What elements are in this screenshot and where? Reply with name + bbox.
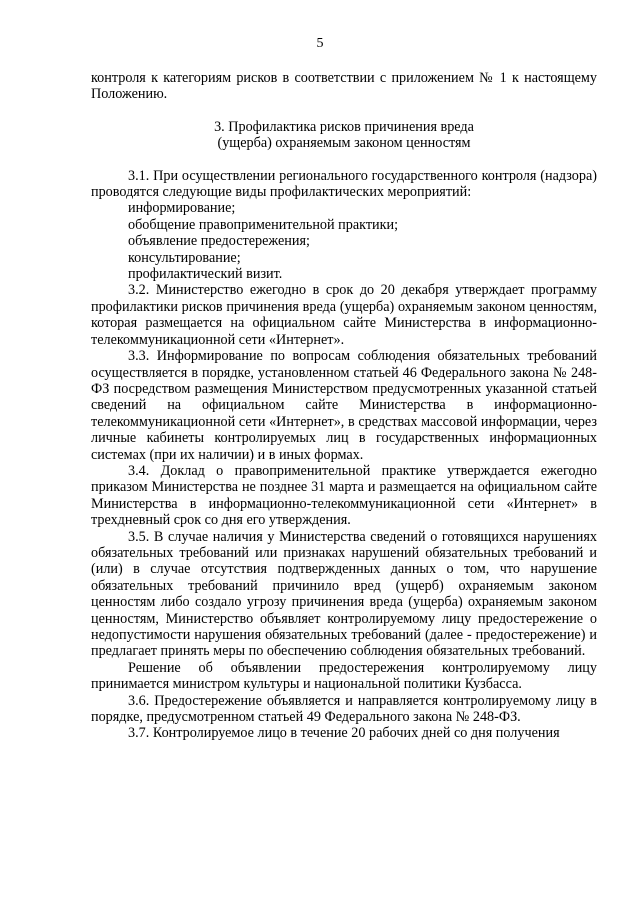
paragraph-3-2: 3.2. Министерство ежегодно в срок до 20 декабря утверждает программу профилактики рисков причинения вреда (ущерба) охраняемым законом ценностям, которая размещается на официальном сайте Министерства в информационно-телекоммуникационной сети «Интернет». — [91, 282, 597, 348]
document-body — [91, 70, 597, 742]
paragraph-3-6: 3.6. Предостережение объявляется и направляется контролируемому лицу в порядке, предусмотренном статьей 49 Федерального закона № 248-ФЗ. — [91, 692, 597, 726]
page-number: 5 — [316, 36, 324, 51]
paragraph-3-1: 3.1. При осуществлении регионального государственного контроля (надзора) проводятся следующие виды профилактических мероприятий: — [91, 167, 597, 201]
section-heading — [91, 119, 597, 152]
paragraph-3-5: 3.5. В случае наличия у Министерства сведений о готовящихся нарушениях обязательных требований или признаках нарушений обязательных требований и (или) в случае отсутствия подтвержденных данных о том, что нарушение обязательных требований причинило вред (ущерб) охраняемым законом ценностям либо создало угрозу причинения вреда (ущерба) охраняемым законом ценностям, Министерство объявляет контролируемому лицу предостережение о недопустимости нарушения обязательных требований (далее - предостережение) и предлагает принять меры по обеспечению соблюдения обязательных требований. — [91, 528, 597, 660]
paragraph-3-3: 3.3. Информирование по вопросам соблюдения обязательных требований осуществляется в порядке, установленном статьей 46 Федерального закона № 248-ФЗ посредством размещения Министерством предусмотренных указанной статьей сведений на официальном сайте Министерства в информационно-телекоммуникационной сети «Интернет», в средствах массовой информации, через личные кабинеты контролируемых лиц в государственных информационных системах (при их наличии) и в иных формах. — [91, 348, 597, 463]
paragraph-3-4: 3.4. Доклад о правоприменительной практике утверждается ежегодно приказом Министерства не позднее 31 марта и размещается на официальном сайте Министерства в информационно-телекоммуникационной сети «Интернет» в трехдневный срок со дня его утверждения. — [91, 462, 597, 529]
intro-paragraph: контроля к категориям рисков в соответствии с приложением № 1 к настоящему Положению. — [91, 70, 597, 103]
list-item: консультирование; — [128, 249, 241, 266]
list-item: обобщение правоприменительной практики; — [128, 216, 399, 233]
list-item: объявление предостережения; — [128, 233, 310, 250]
paragraph-3-7: 3.7. Контролируемое лицо в течение 20 рабочих дней со дня получения — [128, 725, 560, 742]
section-heading-line-2: (ущерба) охраняемым законом ценностям — [217, 135, 471, 152]
list-item: профилактический визит. — [128, 266, 283, 283]
section-heading-line-1: 3. Профилактика рисков причинения вреда — [214, 118, 474, 135]
paragraph-3-5-decision: Решение об объявлении предостережения контролируемому лицу принимается министром культуры и национальной политики Кузбасса. — [91, 659, 597, 693]
list-item: информирование; — [128, 200, 236, 217]
